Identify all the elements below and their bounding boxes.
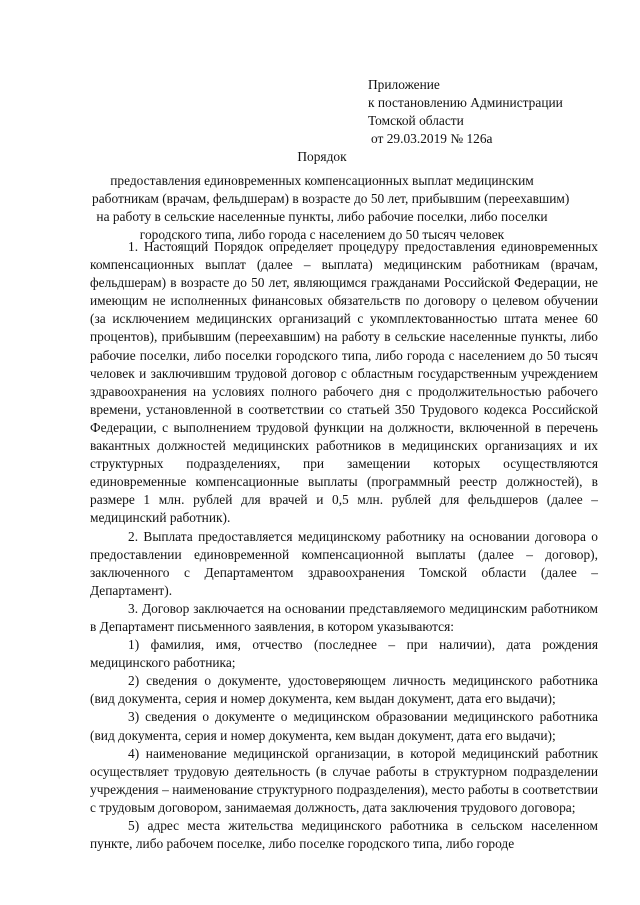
- title-heading: Порядок: [297, 149, 347, 164]
- appendix-line: к постановлению Администрации: [368, 95, 563, 111]
- document-title: [92, 148, 570, 244]
- appendix-header: [368, 76, 618, 148]
- appendix-line: Приложение: [368, 77, 440, 92]
- list-item-5: 5) адрес места жительства медицинского работника в сельском населенном пункте, либо рабочем поселке, либо поселке городского типа, либо городе: [90, 818, 598, 852]
- list-item-1: 1) фамилия, имя, отчество (последнее – при наличии), дата рождения медицинского работника;: [90, 637, 598, 671]
- title-line: работникам (врачам, фельдшерам) в возрасте до 50 лет, прибывшим (переехавшим): [92, 191, 570, 207]
- appendix-line: Томской области: [368, 113, 464, 129]
- title-line: городского типа, либо города с населением до 50 тысяч человек: [139, 227, 505, 243]
- title-line: на работу в сельские населенные пункты, либо рабочие поселки, либо поселки: [96, 209, 548, 225]
- paragraph-item-1: 1. Настоящий Порядок определяет процедуру предоставления единовременных компенсационных выплат (далее – выплата) медицинским работникам (врачам, фельдшерам) в возрасте до 50 лет, являющимся гражданами Российской Федерации, не имеющим не исполненных финансовых обязательств по договору о целевом обучении (за исключением медицинских организаций с укомплектованностью штата менее 60 процентов), прибывшим (переехавшим) на работу в сельские населенные пункты, либо рабочие поселки, либо поселки городского типа, либо города с населением до 50 тысяч человек и заключившим трудовой договор с областным государственным учреждением здравоохранения на условиях полного рабочего дня с продолжительностью рабочего времени, установленной в соответствии со статьей 350 Трудового кодекса Российской Федерации, с выполнением трудовой функции на должности, включенной в перечень вакантных должностей медицинских работников в медицинских организациях и их структурных подразделениях, при замещении которых осуществляются единовременные компенсационные выплаты (программный реестр должностей), в размере 1 млн. рублей для врачей и 0,5 млн. рублей для фельдшеров (далее – медицинский работник).: [90, 239, 598, 526]
- document-body: [90, 238, 598, 853]
- list-item-4: 4) наименование медицинской организации, в которой медицинский работник осуществляет трудовую деятельность (в случае работы в структурном подразделении учреждения – наименование структурного подразделения), место работы в соответствии с трудовым договором, занимаемая должность, дата заключения трудового договора;: [90, 745, 598, 815]
- list-item-2: 2) сведения о документе, удостоверяющем личность медицинского работника (вид документа, серия и номер документа, кем выдан документ, дата его выдачи);: [90, 673, 598, 707]
- title-line: предоставления единовременных компенсационных выплат медицинским: [110, 173, 534, 189]
- list-item-3: 3) сведения о документе о медицинском образовании медицинского работника (вид документа, серия и номер документа, кем выдан документ, дата его выдачи);: [90, 709, 598, 743]
- paragraph-item-2: 2. Выплата предоставляется медицинскому работнику на основании договора о предоставлении единовременной компенсационной выплаты (далее – договор), заключенного с Департаментом здравоохранения Томской области (далее – Департамент).: [90, 528, 598, 598]
- paragraph-item-3: 3. Договор заключается на основании представляемого медицинским работником в Департамент письменного заявления, в котором указываются:: [90, 600, 598, 634]
- appendix-date-line: от 29.03.2019 № 126а: [371, 131, 493, 147]
